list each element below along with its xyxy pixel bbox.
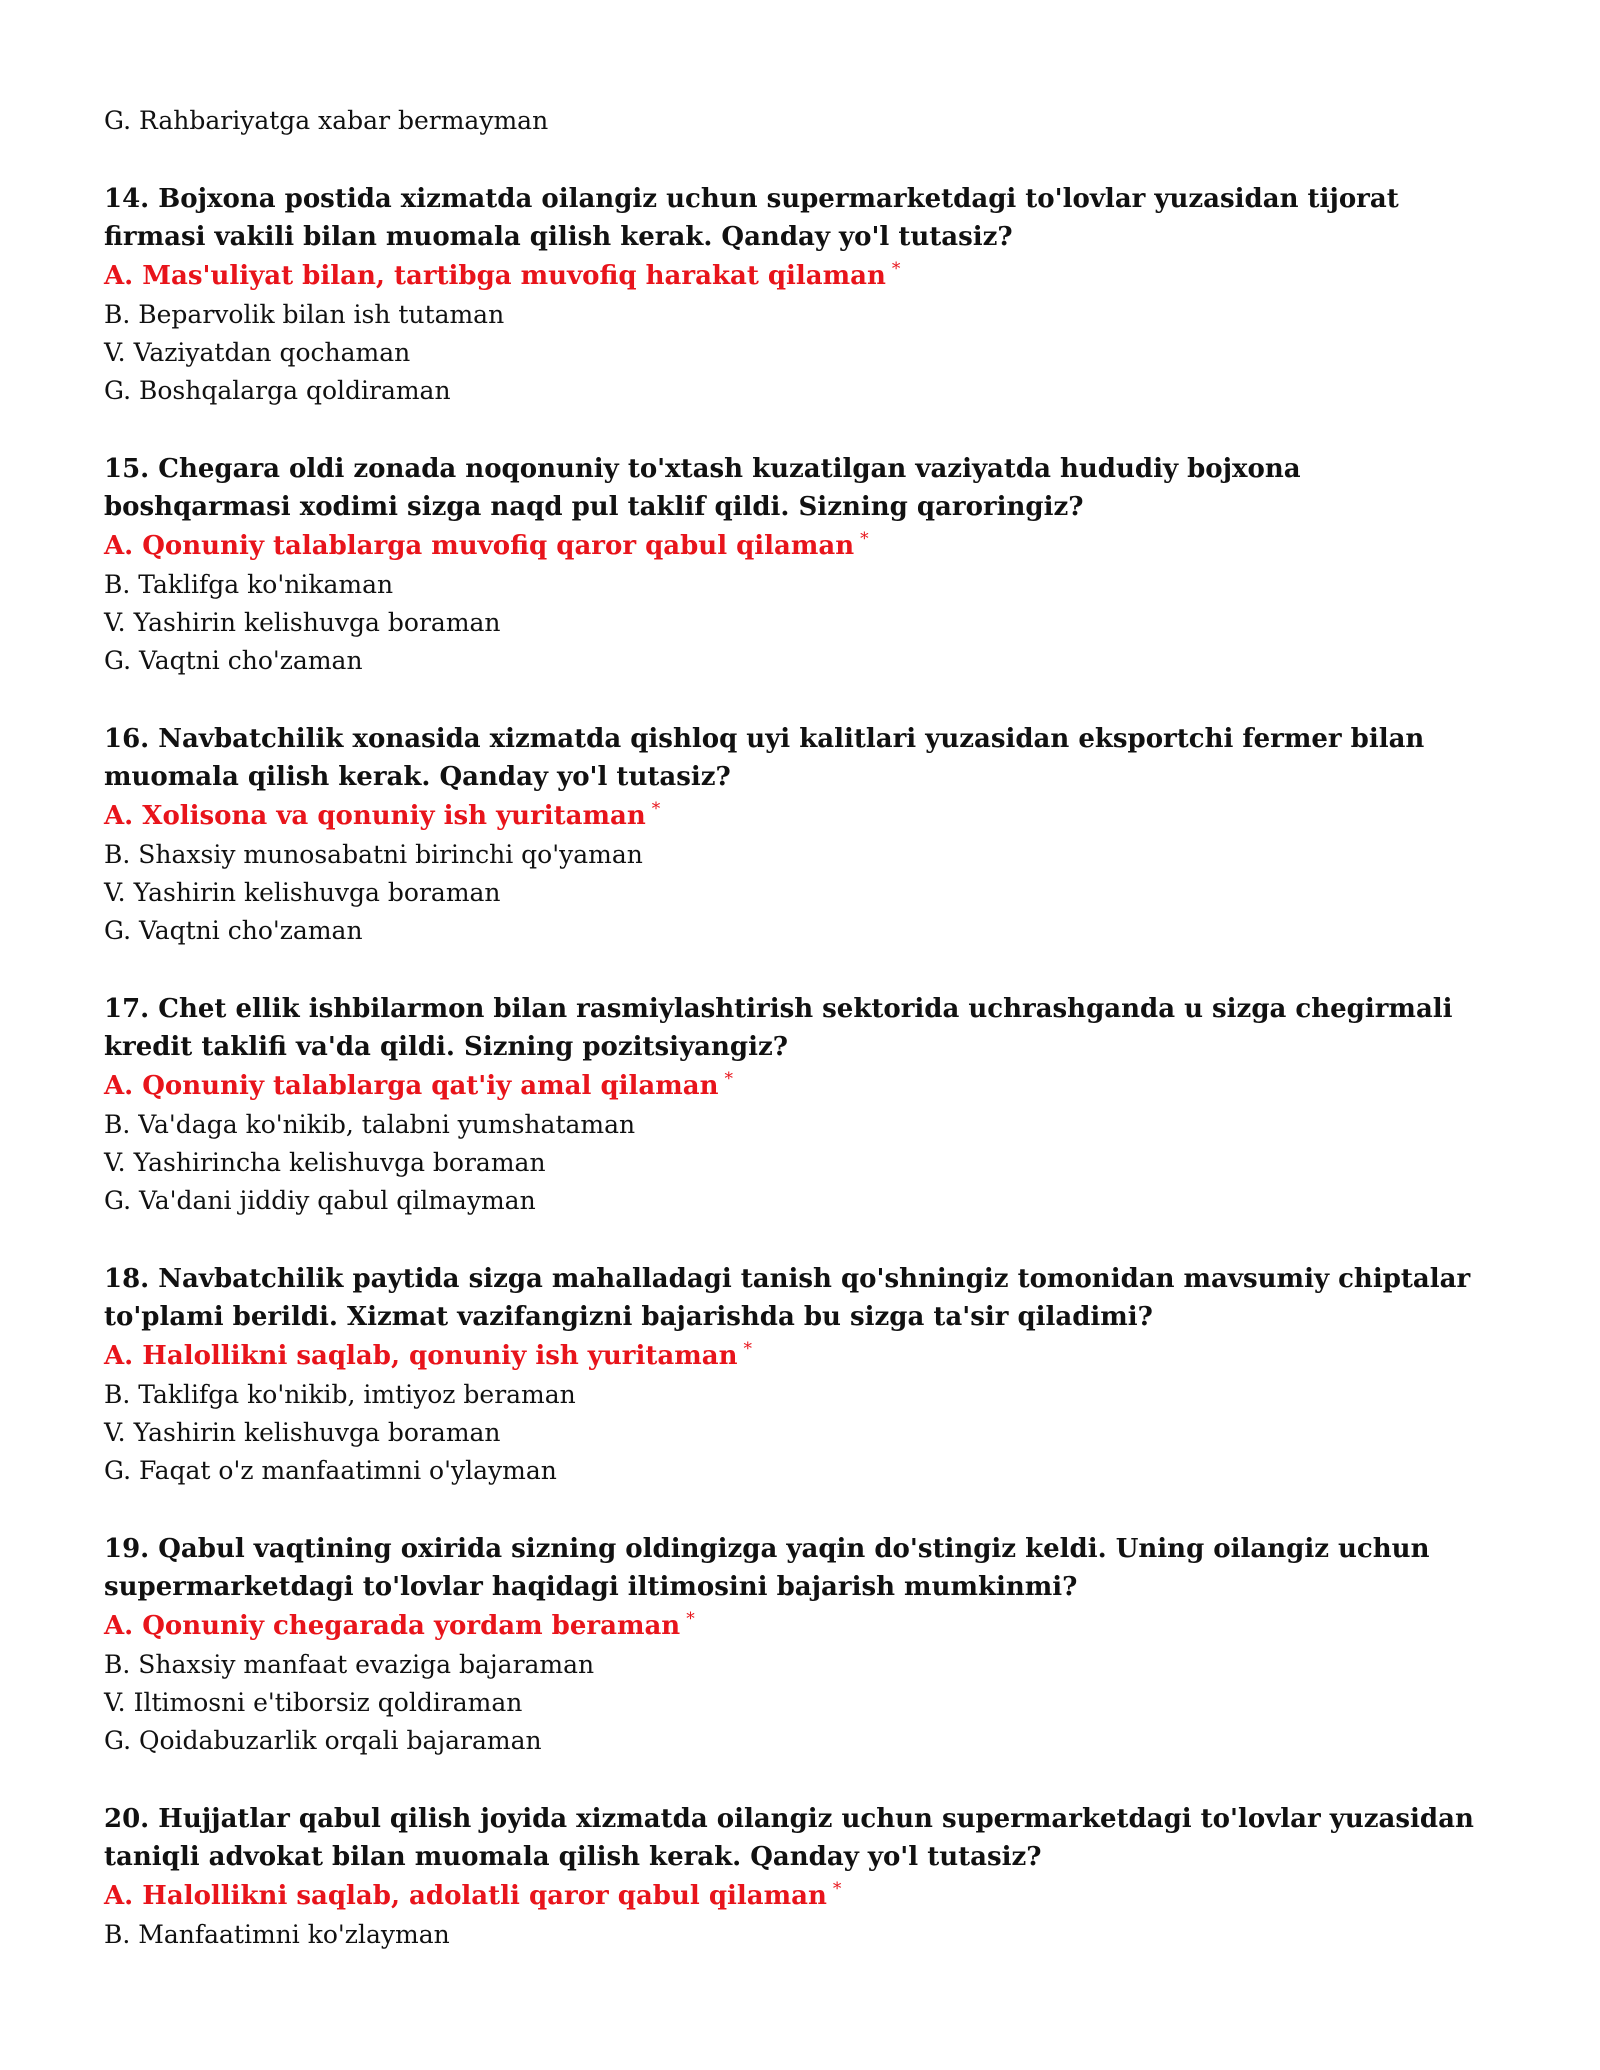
question-block-14 [104,180,1496,410]
correct-option [104,1606,1496,1646]
option-label: A. Halollikni saqlab, adolatli qaror qabul qilaman [104,1881,827,1911]
question-text: 18. Navbatchilik paytida sizga mahalladagi tanish qo'shningiz tomonidan mavsumiy chiptalar to'plami berildi. Xizmat vazifangizni bajarishda bu sizga ta'sir qiladimi? [104,1264,1471,1332]
option-g: G. Qoidabuzarlik orqali bajaraman [104,1726,542,1755]
option-g: G. Faqat o'z manfaatimni o'ylayman [104,1456,557,1485]
correct-marker: * [686,1609,695,1630]
question-block-18 [104,1260,1496,1490]
option-v: V. Iltimosni e'tiborsiz qoldiraman [104,1688,523,1717]
option-label: A. Xolisona va qonuniy ish yuritaman [104,801,646,831]
correct-marker: * [891,259,901,280]
option-v: V. Yashirin kelishuvga boraman [104,878,501,907]
correct-option [104,796,1496,836]
question-block-16 [104,720,1496,950]
correct-option [104,256,1496,296]
question-text: 14. Bojxona postida xizmatda oilangiz uchun supermarketdagi to'lovlar yuzasidan tijorat firmasi vakili bilan muomala qilish kerak. Qanday yo'l tutasiz? [104,184,1399,252]
correct-marker: * [860,529,869,550]
question-block-19 [104,1530,1496,1760]
question-text: 16. Navbatchilik xonasida xizmatda qishloq uyi kalitlari yuzasidan eksportchi fermer bilan muomala qilish kerak. Qanday yo'l tutasiz? [104,724,1425,792]
option-g: G. Vaqtni cho'zaman [104,646,363,675]
option-b: B. Shaxsiy manfaat evaziga bajaraman [104,1650,595,1679]
intro-option-line: G. Rahbariyatga xabar bermayman [104,106,549,135]
option-b: B. Manfaatimni ko'zlayman [104,1920,450,1949]
option-label: A. Qonuniy talablarga qat'iy amal qilaman [104,1071,719,1101]
correct-marker: * [724,1069,733,1090]
option-g: G. Va'dani jiddiy qabul qilmayman [104,1186,536,1215]
option-v: V. Vaziyatdan qochaman [104,338,411,367]
correct-option [104,1876,1496,1916]
correct-marker: * [651,799,661,820]
option-v: V. Yashirin kelishuvga boraman [104,1418,501,1447]
option-label: A. Mas'uliyat bilan, tartibga muvofiq harakat qilaman [104,261,886,291]
question-text: 17. Chet ellik ishbilarmon bilan rasmiylashtirish sektorida uchrashganda u sizga chegirmali kredit taklifi va'da qildi. Sizning pozitsiyangiz? [104,994,1453,1062]
option-g: G. Boshqalarga qoldiraman [104,376,451,405]
question-text: 20. Hujjatlar qabul qilish joyida xizmatda oilangiz uchun supermarketdagi to'lovlar yuzasidan taniqli advokat bilan muomala qilish kerak. Qanday yo'l tutasiz? [104,1804,1474,1872]
option-b: B. Taklifga ko'nikib, imtiyoz beraman [104,1380,576,1409]
question-block-20 [104,1800,1496,1954]
correct-option [104,1066,1496,1106]
option-v: V. Yashirin kelishuvga boraman [104,608,501,637]
option-label: A. Halollikni saqlab, qonuniy ish yuritaman [104,1341,738,1371]
option-label: A. Qonuniy talablarga muvofiq qaror qabul qilaman [104,531,855,561]
correct-marker: * [832,1879,842,1900]
correct-marker: * [743,1339,752,1360]
question-block-17 [104,990,1496,1220]
correct-option [104,1336,1496,1376]
correct-option [104,526,1496,566]
option-g: G. Vaqtni cho'zaman [104,916,363,945]
option-label: A. Qonuniy chegarada yordam beraman [104,1611,681,1641]
question-text: 19. Qabul vaqtining oxirida sizning oldingizga yaqin do'stingiz keldi. Uning oilangiz uchun supermarketdagi to'lovlar haqidagi iltimosini bajarish mumkinmi? [104,1534,1430,1602]
question-text: 15. Chegara oldi zonada noqonuniy to'xtash kuzatilgan vaziyatda hududiy bojxona boshqarmasi xodimi sizga naqd pul taklif qildi. Sizning qaroringiz? [104,454,1301,522]
option-b: B. Beparvolik bilan ish tutaman [104,300,505,329]
question-block-15 [104,450,1496,680]
option-b: B. Shaxsiy munosabatni birinchi qo'yaman [104,840,643,869]
option-b: B. Taklifga ko'nikaman [104,570,394,599]
option-b: B. Va'daga ko'nikib, talabni yumshataman [104,1110,636,1139]
option-v: V. Yashirincha kelishuvga boraman [104,1148,546,1177]
